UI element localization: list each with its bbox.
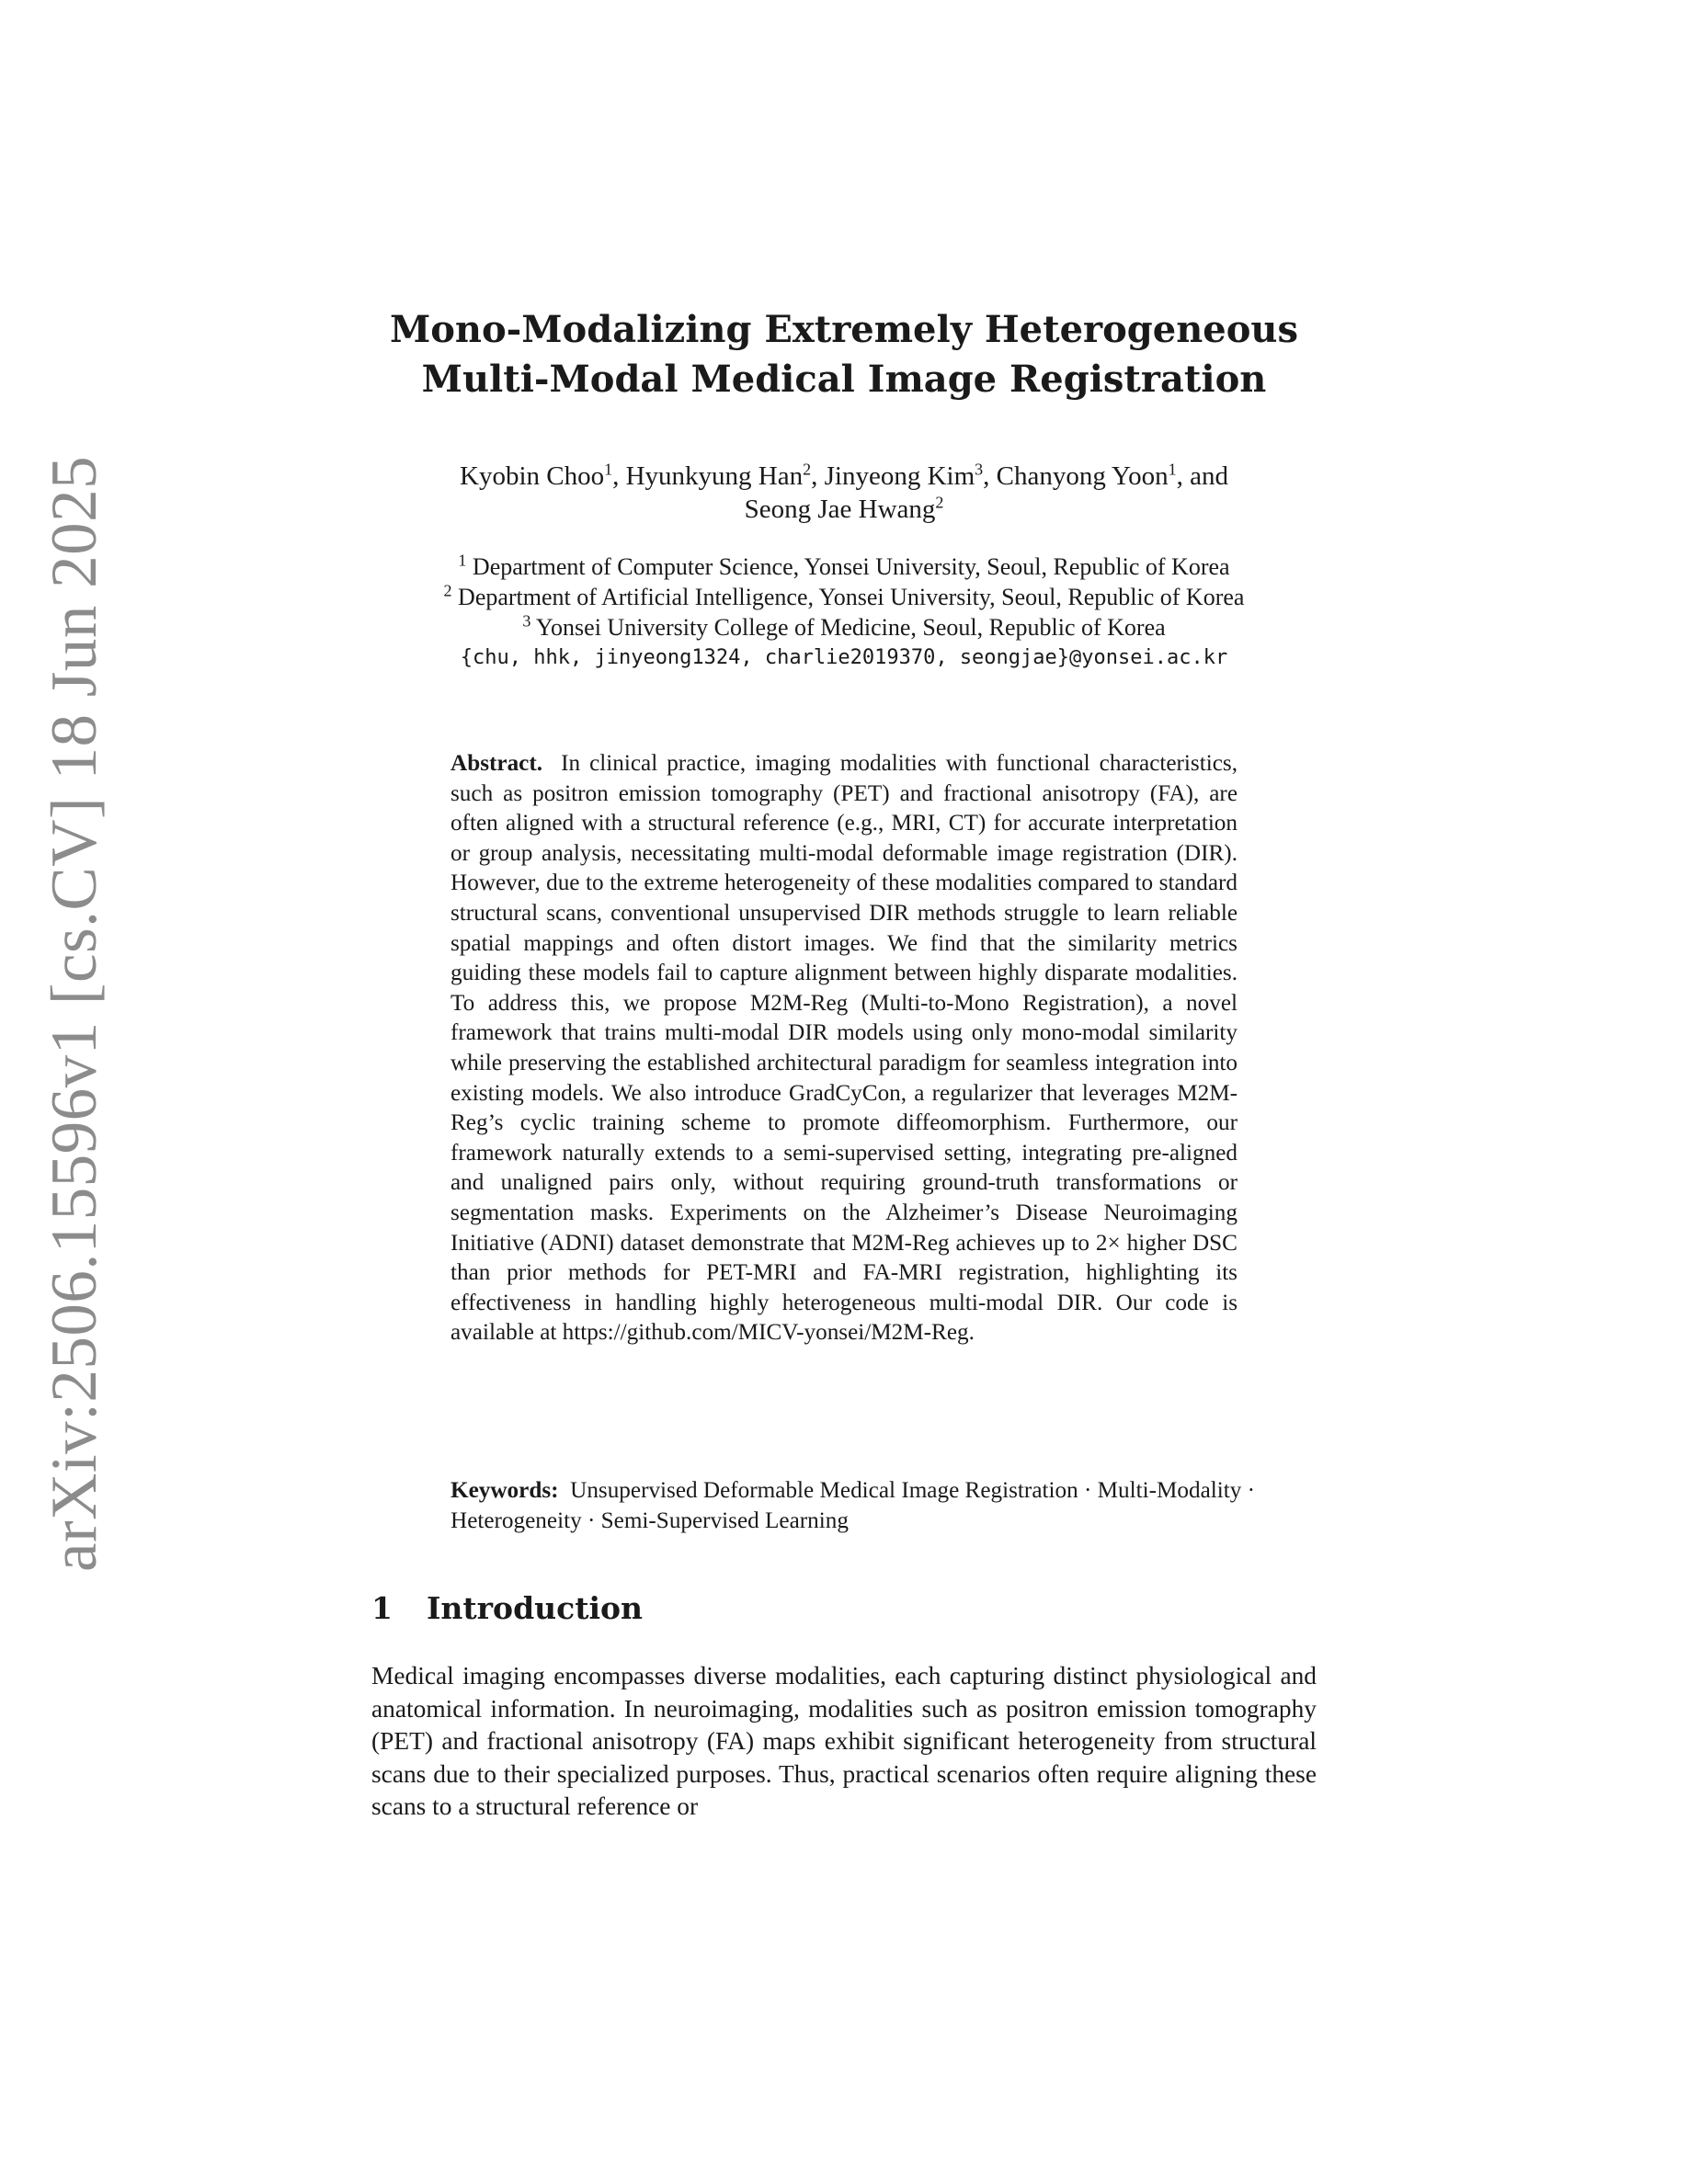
author-affiliation-mark: 3 bbox=[975, 460, 984, 479]
introduction-paragraph: Medical imaging encompasses diverse modalities, each capturing distinct physiological and anatomical information. In neuroimaging, modalities such as positron emission tomography (PET) and fractional anisotropy (FA) maps exhibit significant heterogeneity from structural scans due to their specialized purposes. Thus, practical scenarios often require aligning these scans to a structural reference or bbox=[371, 1662, 1317, 1820]
abstract bbox=[451, 749, 1237, 1348]
keywords-label: Keywords: bbox=[451, 1478, 559, 1503]
author-line-2 bbox=[0, 493, 1688, 526]
affiliation-text: Yonsei University College of Medicine, Seoul, Republic of Korea bbox=[530, 614, 1166, 641]
author-list bbox=[0, 460, 1688, 526]
author-name: Hyunkyung Han bbox=[625, 461, 804, 491]
section-number: 1 bbox=[371, 1590, 393, 1626]
affiliation-item bbox=[0, 552, 1688, 582]
paper-title-line-2: Multi-Modal Medical Image Registration bbox=[421, 358, 1267, 401]
affiliation-text: Department of Computer Science, Yonsei University, Seoul, Republic of Korea bbox=[466, 553, 1230, 580]
author-affiliation-mark: 2 bbox=[803, 460, 812, 479]
section-title: Introduction bbox=[427, 1590, 644, 1626]
affiliation-list bbox=[0, 552, 1688, 673]
author-email[interactable]: {chu, hhk, jinyeong1324, charlie2019370, seongjae}@yonsei.ac.kr bbox=[460, 646, 1228, 669]
arxiv-identifier-stamp: arXiv:2506.15596v1 [cs.CV] 18 Jun 2025 bbox=[39, 455, 110, 1572]
author-name: Jinyeong Kim bbox=[824, 461, 975, 491]
affiliation-item bbox=[0, 612, 1688, 643]
paper-title-line-1: Mono-Modalizing Extremely Heterogeneous bbox=[389, 308, 1299, 351]
author-name: Chanyong Yoon bbox=[996, 461, 1169, 491]
keywords bbox=[451, 1476, 1278, 1536]
abstract-text: In clinical practice, imaging modalities with functional characteristics, such as positron emission tomography (PET) and fractional anisotropy (FA), are often aligned with a structural reference (e.g., MRI, CT) for accurate interpretation or group analysis, necessitating multi-modal deformable image registration (DIR). However, due to the extreme heterogeneity of these modalities compared to standard structural scans, conventional unsupervised DIR methods struggle to learn reliable spatial mappings and often distort images. We find that the similarity metrics guiding these models fail to capture alignment between highly disparate modalities. To address this, we propose M2M-Reg (Multi-to-Mono Registration), a novel framework that trains multi-modal DIR models using only mono-modal similarity while preserving the established architectural paradigm for seamless integration into existing models. We also introduce GradCyCon, a regularizer that leverages M2M-Reg’s cyclic training scheme to promote diffeomorphism. Furthermore, our framework naturally extends to a semi-supervised setting, integrating pre-aligned and unaligned pairs only, without requiring ground-truth transformations or segmentation masks. Experiments on the Alzheimer’s Disease Neuroimaging Initiative (ADNI) dataset demonstrate that M2M-Reg achieves up to 2× higher DSC than prior methods for PET-MRI and FA-MRI registration, highlighting its effectiveness in handling highly heterogeneous multi-modal DIR. Our code is available at https://github.com/MICV-yonsei/M2M-Reg. bbox=[451, 751, 1238, 1346]
author-separator: , bbox=[811, 461, 825, 491]
paper-title bbox=[0, 305, 1688, 404]
affiliation-number: 3 bbox=[522, 611, 531, 631]
affiliation-number: 2 bbox=[443, 581, 452, 600]
author-separator: , and bbox=[1176, 461, 1228, 491]
abstract-label: Abstract. bbox=[451, 751, 543, 776]
affiliation-item bbox=[0, 582, 1688, 612]
affiliation-number: 1 bbox=[458, 551, 467, 570]
author-line-1 bbox=[0, 460, 1688, 493]
author-name: Kyobin Choo bbox=[460, 461, 605, 491]
author-separator: , bbox=[983, 461, 997, 491]
section-heading-introduction bbox=[371, 1588, 643, 1629]
author-name: Seong Jae Hwang bbox=[744, 495, 936, 524]
affiliation-text: Department of Artificial Intelligence, Yonsei University, Seoul, Republic of Korea bbox=[451, 584, 1245, 610]
author-affiliation-mark: 1 bbox=[1168, 460, 1177, 479]
keywords-text: Unsupervised Deformable Medical Image Registration · Multi-Modality · Heterogeneity · Semi-Supervised Learning bbox=[451, 1478, 1256, 1533]
author-affiliation-mark: 2 bbox=[935, 493, 944, 512]
author-affiliation-mark: 1 bbox=[604, 460, 613, 479]
author-separator: , bbox=[612, 461, 626, 491]
